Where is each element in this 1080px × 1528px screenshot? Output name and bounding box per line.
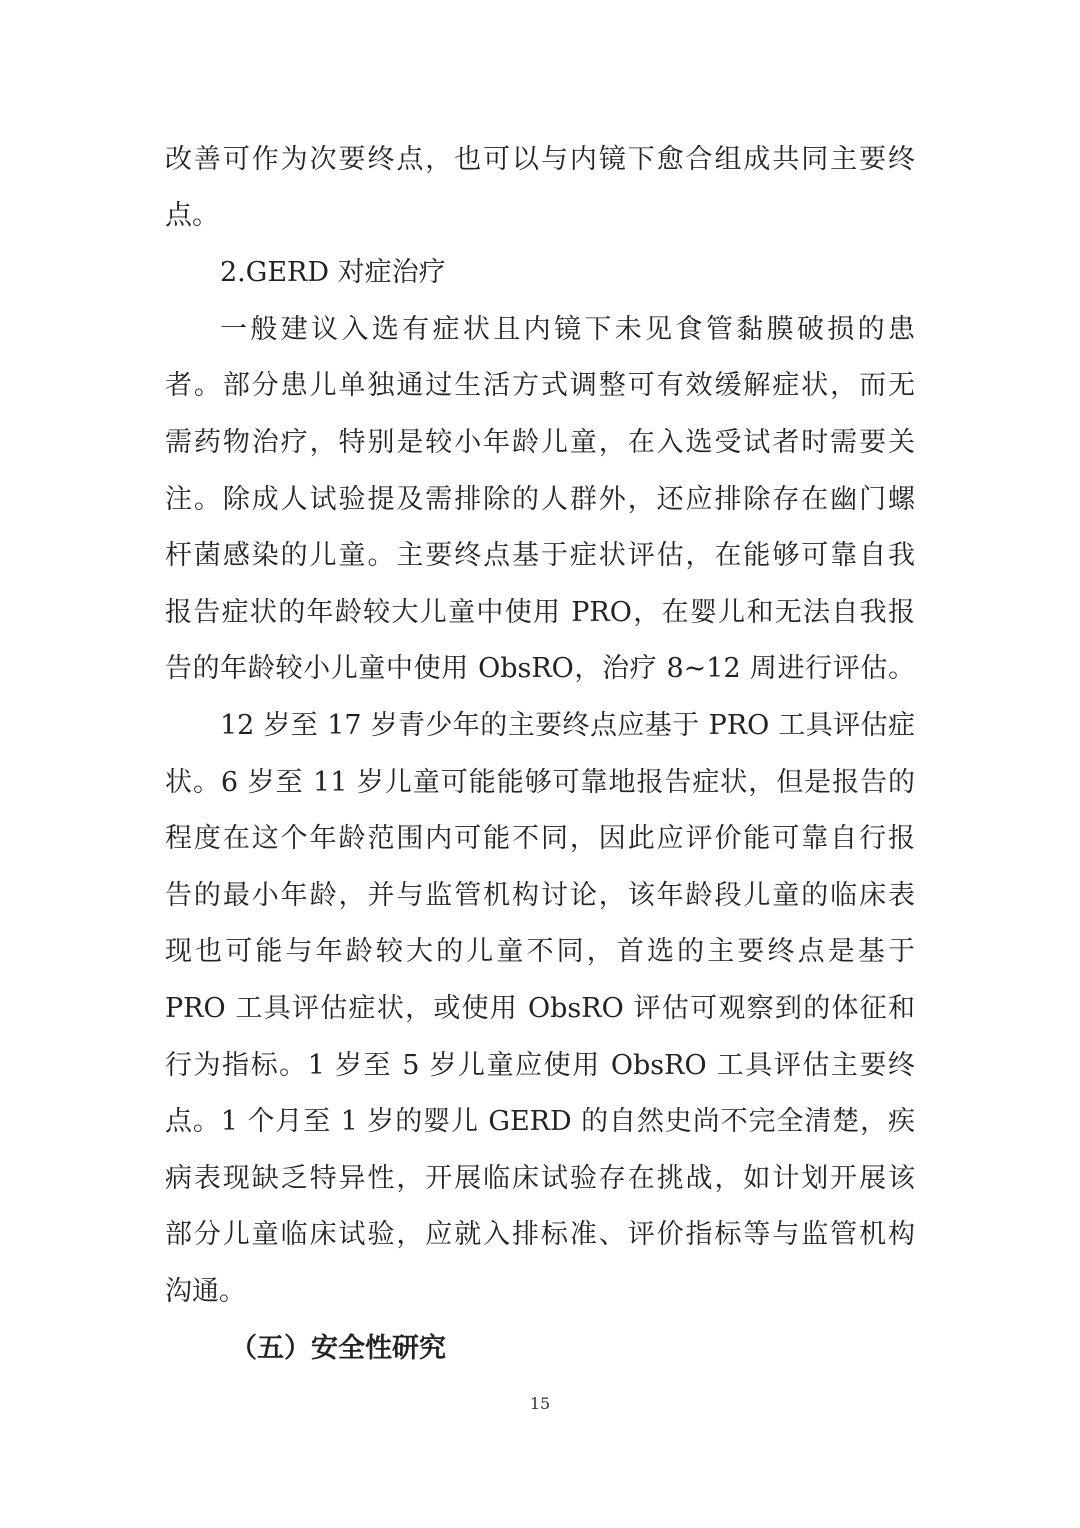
body-text-line: 需药物治疗，特别是较小年龄儿童，在入选受试者时需要关	[165, 427, 915, 458]
body-text-line: 现也可能与年龄较大的儿童不同，首选的主要终点是基于	[165, 936, 915, 967]
section-heading: （五）安全性研究	[230, 1333, 446, 1364]
body-text-line: 改善可作为次要终点，也可以与内镜下愈合组成共同主要终	[165, 144, 915, 175]
body-text-line: 注。除成人试验提及需排除的人群外，还应排除存在幽门螺	[165, 484, 915, 515]
body-text-line: 告的年龄较小儿童中使用 ObsRO，治疗 8~12 周进行评估。	[165, 653, 915, 684]
body-text-line: 杆菌感染的儿童。主要终点基于症状评估，在能够可靠自我	[165, 540, 915, 571]
body-text-line: 部分儿童临床试验，应就入排标准、评价指标等与监管机构	[165, 1219, 915, 1250]
body-text-line: 告的最小年龄，并与监管机构讨论，该年龄段儿童的临床表	[165, 880, 915, 911]
body-text-line: 程度在这个年龄范围内可能不同，因此应评价能可靠自行报	[165, 823, 915, 854]
body-text-line: 病表现缺乏特异性，开展临床试验存在挑战，如计划开展该	[165, 1163, 915, 1194]
body-text-line: 报告症状的年龄较大儿童中使用 PRO，在婴儿和无法自我报	[165, 597, 915, 628]
body-text-line: 点。1 个月至 1 岁的婴儿 GERD 的自然史尚不完全清楚，疾	[165, 1106, 915, 1137]
body-text-line: 一般建议入选有症状且内镜下未见食管黏膜破损的患	[220, 314, 915, 345]
body-text-line: 行为指标。1 岁至 5 岁儿童应使用 ObsRO 工具评估主要终	[165, 1050, 915, 1081]
body-text-line: PRO 工具评估症状，或使用 ObsRO 评估可观察到的体征和	[165, 993, 915, 1024]
section-subheading: 2.GERD 对症治疗	[220, 257, 446, 288]
body-text-line: 12 岁至 17 岁青少年的主要终点应基于 PRO 工具评估症	[220, 710, 915, 741]
body-text-line: 状。6 岁至 11 岁儿童可能能够可靠地报告症状，但是报告的	[165, 767, 915, 798]
body-text-line: 者。部分患儿单独通过生活方式调整可有效缓解症状，而无	[165, 370, 915, 401]
page-number: 15	[529, 1394, 551, 1413]
body-text-line: 点。	[165, 200, 219, 231]
body-text-line: 沟通。	[165, 1276, 246, 1307]
